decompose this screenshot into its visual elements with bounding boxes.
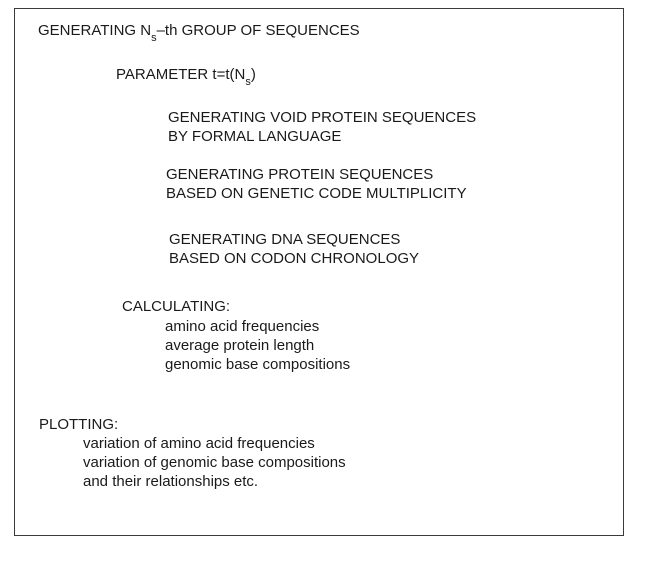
plotting-item: and their relationships etc.: [83, 473, 259, 490]
dna-block: [169, 230, 419, 268]
void-protein-block: [168, 108, 476, 146]
parameter-subscript: s: [245, 76, 251, 88]
calculating-item: average protein length: [165, 337, 315, 354]
parameter-line: [116, 65, 256, 86]
parameter-prefix: PARAMETER t=t(N: [116, 66, 246, 83]
group-header-subscript: s: [151, 32, 157, 44]
protein-line-1: GENERATING PROTEIN SEQUENCES: [166, 166, 434, 183]
plotting-item: variation of genomic base compositions: [83, 454, 346, 471]
plotting-title: PLOTTING:: [39, 416, 119, 433]
group-header-prefix: GENERATING N: [38, 22, 152, 39]
protein-block: [166, 165, 467, 203]
calculating-title: CALCULATING:: [122, 298, 231, 315]
plotting-item: variation of amino acid frequencies: [83, 435, 315, 452]
void-protein-line-1: GENERATING VOID PROTEIN SEQUENCES: [168, 109, 477, 126]
parameter-suffix: ): [250, 66, 256, 83]
protein-line-2: BASED ON GENETIC CODE MULTIPLICITY: [166, 185, 467, 202]
void-protein-line-2: BY FORMAL LANGUAGE: [168, 128, 342, 145]
plotting-list: [83, 434, 346, 491]
calculating-item: genomic base compositions: [165, 356, 351, 373]
calculating-item: amino acid frequencies: [165, 318, 320, 335]
dna-line-2: BASED ON CODON CHRONOLOGY: [169, 250, 420, 267]
dna-line-1: GENERATING DNA SEQUENCES: [169, 231, 401, 248]
group-header: [38, 21, 360, 42]
calculating-list: [165, 317, 350, 374]
group-header-suffix: –th GROUP OF SEQUENCES: [156, 22, 360, 39]
